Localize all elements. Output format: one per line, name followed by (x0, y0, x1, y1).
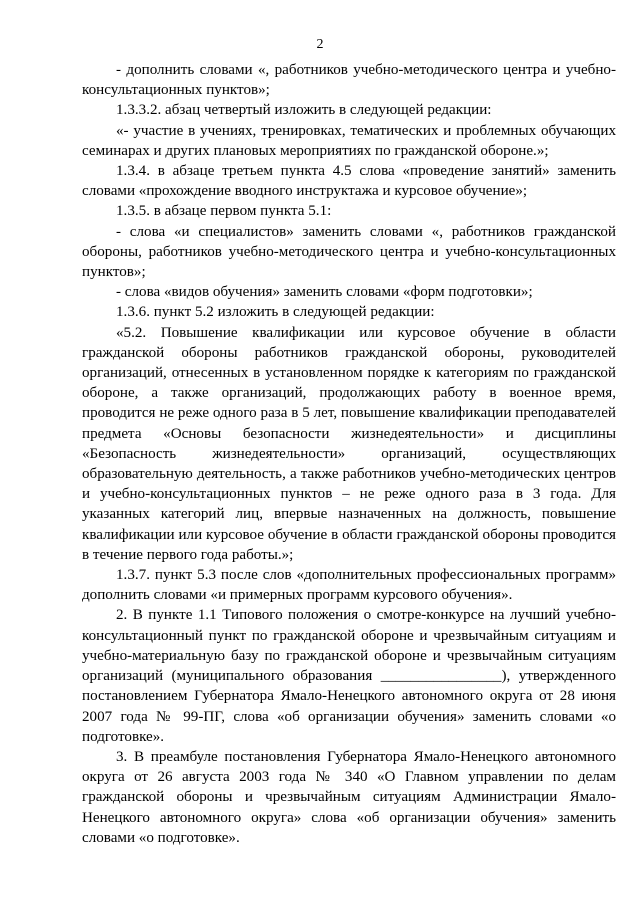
paragraph-1-3-6: 1.3.6. пункт 5.2 изложить в следующей редакции: (116, 304, 435, 321)
paragraph-1-3-4: 1.3.4. в абзаце третьем пункта 4.5 слова «проведение занятий» заменить словами «прохождение вводного инструктажа и курсовое обучение»; (82, 163, 616, 200)
paragraph-5-2-quote: «5.2. Повышение квалификации или курсовое обучение в области гражданской обороны работников гражданской обороны, руководителей организаций, отнесенных в установленном порядке к категориям по гражданской обороне, а также организаций, продолжающих работу в военное время, проводится не реже одного раза в 5 лет, повышение квалификации преподавателей предмета «Основы безопасности жизнедеятельности» и дисциплины «Безопасность жизнедеятельности» организаций, осуществляющих образовательную деятельность, а также работников учебно-методических центров и учебно-консультационных пунктов – не реже одного раза в 3 года. Для указанных категорий лиц, впервые назначенных на должность, повышение квалификации или курсовое обучение в области гражданской обороны проводится в течение первого года работы.»; (82, 324, 616, 563)
paragraph-section-2: 2. В пункте 1.1 Типового положения о смотре-конкурсе на лучший учебно-консультационный пункт по гражданской обороне и чрезвычайным ситуациям и учебно-материальную базу по гражданской обороне и чрезвычайным ситуациям организаций (муниципального образования ________________), утвержденного постановлением Губернатора Ямало-Ненецкого автономного округа от 28 июня 2007 года № 99-ПГ, слова «об организации обучения» заменить словами «о подготовке». (82, 607, 616, 745)
paragraph-section-3: 3. В преамбуле постановления Губернатора Ямало-Ненецкого автономного округа от 26 августа 2003 года № 340 «О Главном управлении по делам гражданской обороны и чрезвычайным ситуациям Администрации Ямало-Ненецкого автономного округа» слова «об организации обучения» заменить словами «о подготовке». (82, 748, 616, 846)
paragraph-1-3-5: 1.3.5. в абзаце первом пункта 5.1: (116, 203, 332, 220)
paragraph-1-3-7: 1.3.7. пункт 5.3 после слов «дополнительных профессиональных программ» дополнить словами «и примерных программ курсового обучения». (82, 567, 616, 604)
document-body (82, 60, 616, 848)
paragraph-replace-types: - слова «видов обучения» заменить словами «форм подготовки»; (116, 284, 533, 301)
page-number: 2 (316, 37, 324, 52)
paragraph-participation-quote: «- участие в учениях, тренировках, тематических и проблемных обучающих семинарах и других плановых мероприятиях по гражданской обороне.»; (82, 122, 616, 159)
paragraph-replace-specialists: - слова «и специалистов» заменить словами «, работников гражданской обороны, работников учебно-методического центра и учебно-консультационных пунктов»; (82, 223, 616, 281)
paragraph-add-words: - дополнить словами «, работников учебно-методического центра и учебно-консультационных пунктов»; (82, 62, 616, 99)
paragraph-1-3-3-2: 1.3.3.2. абзац четвертый изложить в следующей редакции: (116, 102, 492, 119)
